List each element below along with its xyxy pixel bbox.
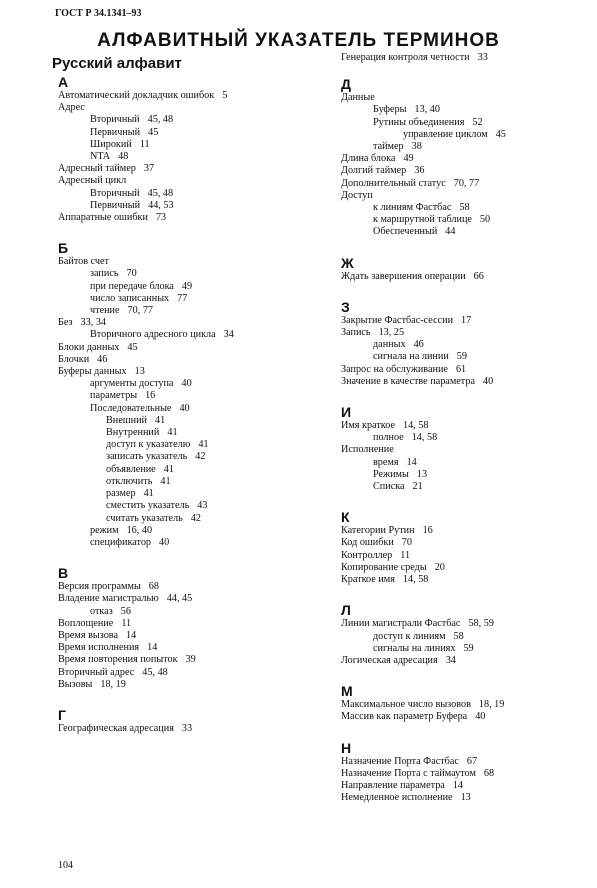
standard-code: ГОСТ Р 34.1341–93 xyxy=(55,8,142,19)
entry-pages: 34 xyxy=(223,329,234,341)
index-entry xyxy=(341,364,591,376)
entry-pages: 42 xyxy=(195,451,206,463)
entry-pages: 50 xyxy=(479,214,491,226)
entry-pages: 41 xyxy=(167,427,178,439)
index-entry xyxy=(58,415,328,427)
entry-pages: 11 xyxy=(121,617,132,629)
index-entry xyxy=(58,293,328,305)
entry-term: Значение в качестве параметра xyxy=(341,375,475,387)
entry-term: Доступ xyxy=(341,189,373,201)
entry-pages: 13 xyxy=(460,792,471,804)
entry-pages: 13 xyxy=(416,468,428,480)
index-entry xyxy=(58,618,328,630)
entry-term: Обеспеченный xyxy=(373,226,438,238)
letter-section xyxy=(58,74,328,224)
entry-term: время xyxy=(373,456,399,468)
entry-term: Рутины объединения xyxy=(373,116,465,128)
entry-term: Массив как параметр Буфера xyxy=(341,711,468,723)
entry-term: Исполнение xyxy=(341,444,394,456)
section-letter: М xyxy=(341,683,353,700)
index-entry xyxy=(341,226,591,238)
index-entry xyxy=(58,127,328,139)
entry-term: Максимальное число вызовов xyxy=(341,699,471,711)
section-letter: Ж xyxy=(341,254,354,271)
entry-pages: 46 xyxy=(97,353,108,365)
entry-pages: 39 xyxy=(185,654,196,666)
entry-term: Ждать завершения операции xyxy=(341,270,466,282)
entry-term: Категории Рутин xyxy=(341,525,415,537)
index-entry xyxy=(341,165,591,177)
entry-pages: 46 xyxy=(413,339,424,351)
entry-term: Внешний xyxy=(106,414,147,426)
index-entry xyxy=(58,451,328,463)
entry-pages: 5 xyxy=(222,90,228,101)
index-entry xyxy=(341,699,591,711)
entry-term: Запись xyxy=(341,327,371,339)
entry-term: NTA xyxy=(90,151,111,163)
entry-pages: 49 xyxy=(181,280,193,292)
entry-term: данных xyxy=(373,339,406,351)
index-entry xyxy=(58,163,328,175)
index-entry xyxy=(58,667,328,679)
index-entry xyxy=(341,780,591,792)
index-entry xyxy=(341,327,591,339)
index-entry xyxy=(58,403,328,415)
entry-pages: 14 xyxy=(452,779,464,791)
index-entry xyxy=(341,52,591,64)
entry-pages: 41 xyxy=(143,488,154,500)
entry-pages: 40 xyxy=(181,378,192,390)
index-entry xyxy=(341,271,591,283)
entry-pages: 40 xyxy=(179,402,190,414)
entry-term: сигналы на линиях xyxy=(373,642,456,654)
entry-pages: 13 xyxy=(134,366,145,378)
entry-term: запись xyxy=(90,268,119,280)
entry-term: Режимы xyxy=(373,468,409,480)
page-number: 104 xyxy=(58,860,73,871)
entry-pages: 16 xyxy=(422,525,433,537)
index-entry xyxy=(58,378,328,390)
entry-pages: 45 xyxy=(495,128,506,140)
section-letter: А xyxy=(58,74,69,90)
letter-section xyxy=(341,76,591,238)
index-column-left xyxy=(58,72,328,751)
index-entry xyxy=(341,618,591,630)
entry-term: Направление параметра xyxy=(341,779,445,791)
entry-term: режим xyxy=(90,524,119,536)
entry-pages: 11 xyxy=(400,549,411,561)
index-entry xyxy=(58,188,328,200)
index-entry xyxy=(341,315,591,327)
index-entry xyxy=(58,114,328,126)
index-entry xyxy=(341,525,591,537)
entry-pages: 58 xyxy=(453,630,464,642)
index-entry xyxy=(341,768,591,780)
index-entry xyxy=(341,153,591,165)
entry-pages: 21 xyxy=(412,481,423,493)
entry-term: Долгий таймер xyxy=(341,165,407,177)
index-entry xyxy=(58,476,328,488)
entry-term: Время повторения попыток xyxy=(58,654,178,666)
index-entry xyxy=(341,117,591,129)
index-entry xyxy=(58,525,328,537)
entry-pages: 70, 77 xyxy=(453,177,480,189)
index-entry xyxy=(341,711,591,723)
index-entry xyxy=(58,90,328,102)
entry-pages: 18, 19 xyxy=(100,678,126,690)
entry-pages: 16, 40 xyxy=(126,524,153,536)
index-entry xyxy=(58,212,328,224)
index-entry xyxy=(341,141,591,153)
entry-term: Генерация контроля четности xyxy=(341,52,470,63)
index-entry xyxy=(58,268,328,280)
index-title: АЛФАВИТНЫЙ УКАЗАТЕЛЬ ТЕРМИНОВ xyxy=(97,30,500,51)
entry-term: при передаче блока xyxy=(90,280,174,292)
letter-section xyxy=(341,740,591,805)
entry-term: параметры xyxy=(90,390,138,402)
entry-pages: 59 xyxy=(463,642,474,654)
entry-pages: 45, 48 xyxy=(147,187,174,199)
entry-term: Вторичного адресного цикла xyxy=(90,329,216,341)
section-letter: Б xyxy=(58,240,69,257)
entry-term: Блочки xyxy=(58,353,90,365)
index-entry xyxy=(58,102,328,114)
entry-pages: 52 xyxy=(472,116,483,128)
index-entry xyxy=(58,354,328,366)
entry-pages: 45, 48 xyxy=(147,114,174,126)
index-entry xyxy=(341,457,591,469)
index-entry xyxy=(58,256,328,268)
entry-pages: 68 xyxy=(483,767,495,779)
entry-pages: 40 xyxy=(483,375,494,387)
entry-pages: 13, 40 xyxy=(414,104,440,116)
index-entry xyxy=(58,500,328,512)
letter-section xyxy=(58,565,328,691)
section-letter: В xyxy=(58,565,69,582)
index-entry xyxy=(58,305,328,317)
index-entry xyxy=(341,376,591,388)
entry-pages: 73 xyxy=(155,212,167,224)
index-entry xyxy=(58,366,328,378)
index-entry xyxy=(58,723,328,735)
entry-pages: 14 xyxy=(406,456,417,468)
entry-pages: 17 xyxy=(461,314,472,326)
entry-pages: 68 xyxy=(148,581,159,593)
index-entry xyxy=(58,151,328,163)
index-entry xyxy=(341,481,591,493)
index-entry xyxy=(341,202,591,214)
entry-term: Владение магистралью xyxy=(58,593,159,605)
entry-term: считать указатель xyxy=(106,512,183,524)
entry-term: Дополнительный статус xyxy=(341,177,446,189)
index-entry xyxy=(58,281,328,293)
entry-pages: 16 xyxy=(145,390,156,402)
letter-section xyxy=(58,707,328,735)
section-letter: Л xyxy=(341,602,351,619)
entry-term: Адресный таймер xyxy=(58,163,136,175)
index-entry xyxy=(341,420,591,432)
index-entry xyxy=(58,537,328,549)
entry-term: Копирование среды xyxy=(341,561,427,573)
entry-term: отказ xyxy=(90,605,113,617)
entry-term: число записанных xyxy=(90,292,170,304)
entry-term: Широкий xyxy=(90,138,132,150)
entry-pages: 70 xyxy=(126,268,137,280)
entry-term: сигнала на линии xyxy=(373,351,449,363)
entry-term: Имя краткое xyxy=(341,420,395,432)
entry-term: доступ к линиям xyxy=(373,630,446,642)
entry-pages: 14, 58 xyxy=(411,432,438,444)
entry-pages: 49 xyxy=(403,153,414,165)
entry-pages: 58, 59 xyxy=(468,618,494,630)
section-letter: Д xyxy=(341,76,351,93)
index-entry xyxy=(341,339,591,351)
letter-section xyxy=(341,404,591,493)
entry-pages: 44, 53 xyxy=(148,199,174,211)
entry-pages: 33, 34 xyxy=(80,317,106,329)
entry-term: Внутренний xyxy=(106,427,160,439)
entry-term: Назначение Порта с таймаутом xyxy=(341,767,476,779)
index-entry xyxy=(341,537,591,549)
entry-pages: 41 xyxy=(160,475,171,487)
index-entry xyxy=(58,439,328,451)
entry-term: Вызовы xyxy=(58,678,93,690)
entry-term: Версия программы xyxy=(58,581,141,593)
letter-section xyxy=(58,240,328,549)
entry-term: Краткое имя xyxy=(341,574,395,586)
entry-term: Воплощение xyxy=(58,617,114,629)
entry-term: доступ к указателю xyxy=(106,439,191,451)
entry-pages: 66 xyxy=(473,270,484,282)
index-entry xyxy=(341,792,591,804)
index-entry xyxy=(341,469,591,481)
index-entry xyxy=(341,444,591,456)
entry-pages: 58 xyxy=(459,202,470,214)
entry-term: полное xyxy=(373,432,404,444)
entry-term: объявление xyxy=(106,463,156,475)
entry-pages: 37 xyxy=(143,163,155,175)
entry-pages: 33 xyxy=(477,52,488,63)
entry-term: Вторичный адрес xyxy=(58,666,135,678)
index-entry xyxy=(341,214,591,226)
index-entry xyxy=(341,550,591,562)
entry-term: Код ошибки xyxy=(341,537,394,549)
entry-term: Контроллер xyxy=(341,549,393,561)
index-entry xyxy=(58,427,328,439)
index-entry xyxy=(58,342,328,354)
entry-term: Адресный цикл xyxy=(58,175,127,187)
entry-term: Буферы данных xyxy=(58,366,127,378)
entry-pages: 14 xyxy=(126,629,137,641)
entry-term: отключить xyxy=(106,475,153,487)
entry-term: к маршрутной таблице xyxy=(373,214,472,226)
index-entry xyxy=(341,178,591,190)
index-entry xyxy=(341,756,591,768)
index-entry xyxy=(58,175,328,187)
entry-term: сместить указатель xyxy=(106,500,190,512)
entry-term: Логическая адресация xyxy=(341,654,438,666)
section-letter: З xyxy=(341,298,350,315)
index-entry xyxy=(58,488,328,500)
entry-pages: 14, 58 xyxy=(402,574,429,586)
alphabet-subtitle: Русский алфавит xyxy=(52,55,182,72)
entry-pages: 59 xyxy=(456,351,467,363)
entry-term: Линии магистрали Фастбас xyxy=(341,618,461,630)
entry-pages: 41 xyxy=(163,463,174,475)
index-entry xyxy=(58,513,328,525)
entry-term: Запрос на обслуживание xyxy=(341,363,448,375)
index-entry xyxy=(58,581,328,593)
entry-term: Аппаратные ошибки xyxy=(58,212,148,224)
entry-term: Автоматический докладчик ошибок xyxy=(58,90,215,101)
entry-pages: 36 xyxy=(414,165,425,177)
section-letter: Н xyxy=(341,739,352,756)
entry-term: чтение xyxy=(90,305,120,317)
index-entry xyxy=(341,643,591,655)
entry-pages: 67 xyxy=(466,755,478,767)
continued-entries xyxy=(341,52,591,64)
section-letter: К xyxy=(341,509,350,526)
entry-pages: 41 xyxy=(154,414,166,426)
index-entry xyxy=(58,679,328,691)
index-entry xyxy=(341,351,591,363)
entry-pages: 77 xyxy=(177,292,188,304)
index-entry xyxy=(58,329,328,341)
letter-section xyxy=(341,255,591,283)
index-entry xyxy=(341,631,591,643)
index-entry xyxy=(58,606,328,618)
entry-term: Списка xyxy=(373,481,405,493)
index-entry xyxy=(58,654,328,666)
index-column-right xyxy=(341,52,591,820)
index-entry xyxy=(341,129,591,141)
entry-pages: 40 xyxy=(475,711,486,723)
entry-pages: 45, 48 xyxy=(142,666,168,678)
entry-pages: 56 xyxy=(120,605,131,617)
entry-pages: 11 xyxy=(139,138,150,150)
entry-term: Байтов счет xyxy=(58,256,110,268)
entry-pages: 43 xyxy=(197,500,208,512)
index-entry xyxy=(341,92,591,104)
entry-term: Данные xyxy=(341,92,375,104)
entry-term: таймер xyxy=(373,141,404,153)
letter-section xyxy=(341,509,591,586)
index-entry xyxy=(58,464,328,476)
entry-term: Буферы xyxy=(373,104,407,116)
entry-pages: 42 xyxy=(190,512,201,524)
entry-pages: 44, 45 xyxy=(166,593,193,605)
section-letter: Г xyxy=(58,706,66,723)
entry-pages: 44 xyxy=(445,226,456,238)
entry-pages: 45 xyxy=(127,341,138,353)
index-entry xyxy=(341,104,591,116)
entry-term: Закрытие Фастбас-сессии xyxy=(341,314,454,326)
index-entry xyxy=(341,562,591,574)
entry-pages: 38 xyxy=(411,141,422,153)
entry-term: Назначение Порта Фастбас xyxy=(341,755,459,767)
entry-term: аргументы доступа xyxy=(90,378,174,390)
entry-term: Адрес xyxy=(58,102,85,114)
index-entry xyxy=(58,317,328,329)
entry-pages: 13, 25 xyxy=(378,327,405,339)
entry-term: Первичный xyxy=(90,199,141,211)
entry-pages: 48 xyxy=(118,151,129,163)
entry-pages: 18, 19 xyxy=(478,699,505,711)
entry-term: Вторичный xyxy=(90,114,140,126)
index-entry xyxy=(58,642,328,654)
letter-section xyxy=(341,299,591,388)
entry-pages: 45 xyxy=(148,126,159,138)
section-letter: И xyxy=(341,404,352,421)
letter-section xyxy=(341,683,591,723)
entry-term: Вторичный xyxy=(90,187,140,199)
index-entry xyxy=(341,655,591,667)
entry-term: Последовательные xyxy=(90,402,172,414)
entry-pages: 41 xyxy=(198,439,209,451)
index-entry xyxy=(58,139,328,151)
index-entry xyxy=(58,390,328,402)
entry-pages: 34 xyxy=(445,654,456,666)
entry-pages: 70, 77 xyxy=(127,305,153,317)
index-entry xyxy=(341,574,591,586)
letter-section xyxy=(341,602,591,667)
entry-term: Время вызова xyxy=(58,629,119,641)
entry-term: Без xyxy=(58,317,73,329)
entry-term: к линиям Фастбас xyxy=(373,202,452,214)
entry-term: Географическая адресация xyxy=(58,722,174,734)
index-entry xyxy=(341,432,591,444)
entry-pages: 61 xyxy=(455,363,467,375)
entry-pages: 14 xyxy=(147,642,158,654)
index-entry xyxy=(58,593,328,605)
entry-pages: 14, 58 xyxy=(402,420,429,432)
entry-term: Длина блока xyxy=(341,153,396,165)
entry-pages: 33 xyxy=(181,722,193,734)
entry-pages: 70 xyxy=(401,537,412,549)
entry-term: размер xyxy=(106,488,136,500)
entry-term: Первичный xyxy=(90,126,141,138)
entry-term: управление циклом xyxy=(403,128,488,140)
entry-pages: 40 xyxy=(159,536,170,548)
index-entry xyxy=(341,190,591,202)
entry-term: записать указатель xyxy=(106,451,188,463)
entry-term: спецификатор xyxy=(90,536,152,548)
entry-pages: 20 xyxy=(434,561,445,573)
index-entry xyxy=(58,630,328,642)
entry-term: Блоки данных xyxy=(58,341,120,353)
entry-term: Немедленное исполнение xyxy=(341,792,453,804)
index-entry xyxy=(58,200,328,212)
entry-term: Время исполнения xyxy=(58,642,140,654)
